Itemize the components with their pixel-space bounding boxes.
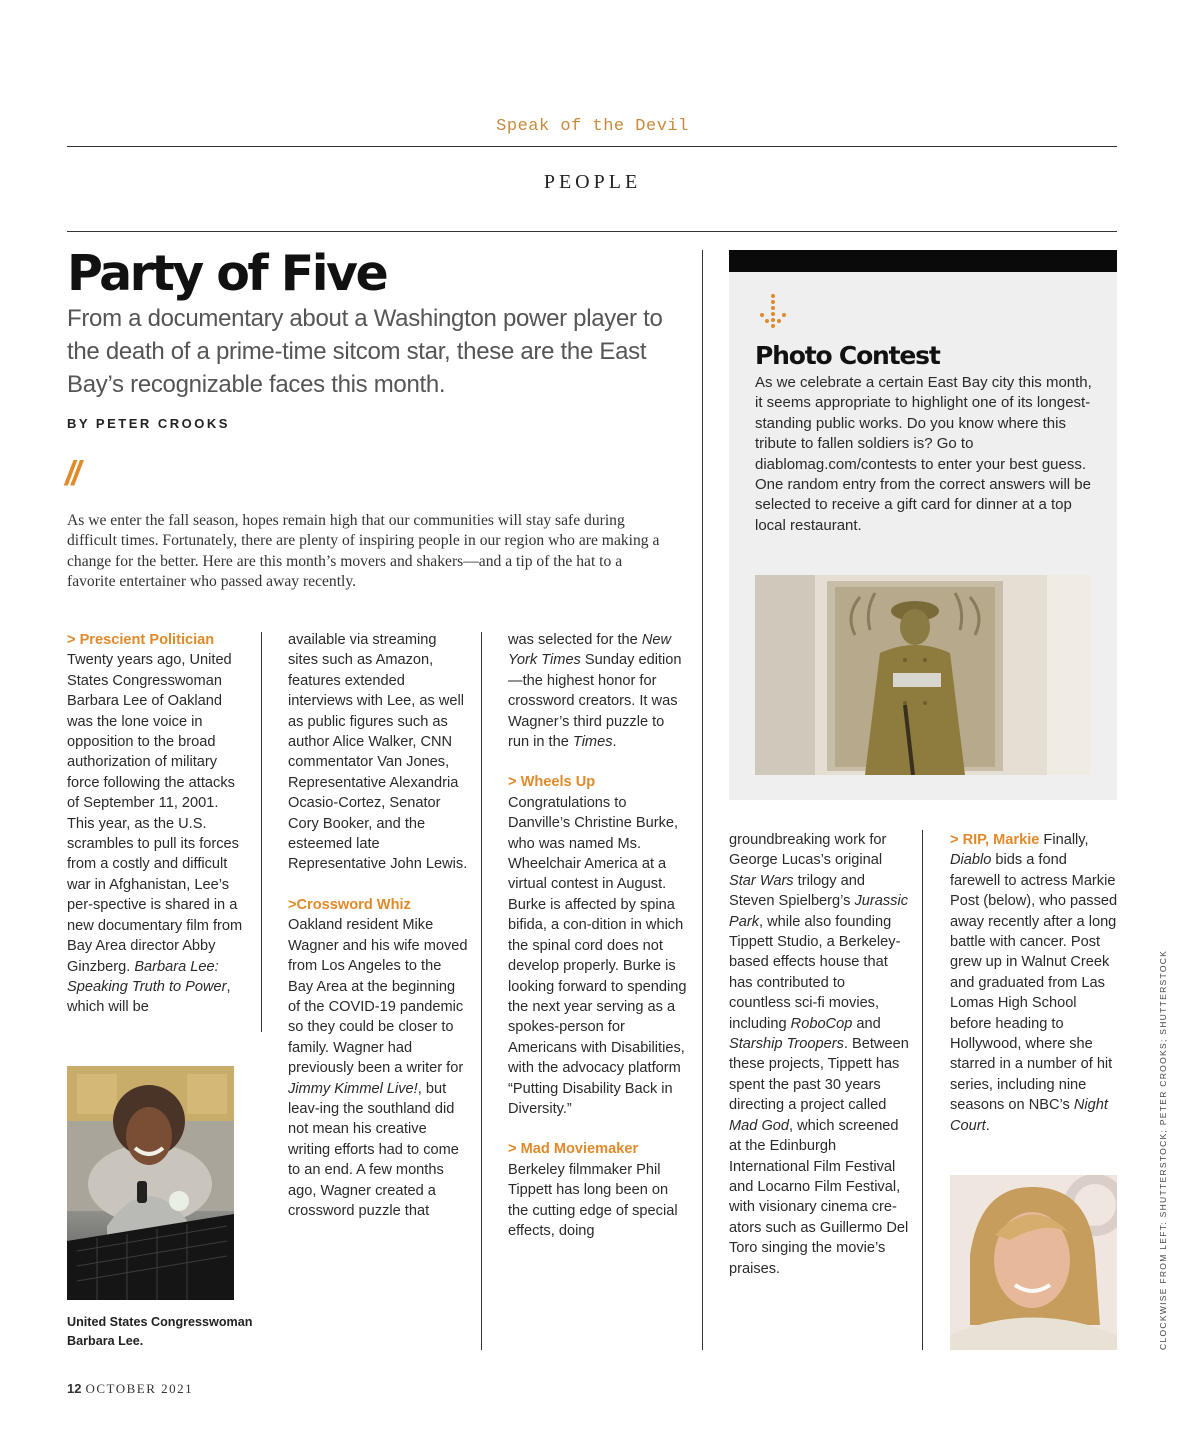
- photo-soldier-relief: [755, 575, 1091, 775]
- item-head: > Prescient Politician: [67, 632, 215, 648]
- barbara-lee-photo-icon: [67, 1066, 234, 1300]
- item-politician: > Prescient Politician Twenty years ago, United States Congresswoman Barbara Lee of Oakland was the lone voice in opposition to the broad authorization of military force following the attacks of September 11, 2001. This year, as the U.S. scrambles to pull its forces from a costly and difficult war in Afghanistan, Lee’s per-spective is shared in a new documentary film from Bay Area director Abby Ginzberg. Barbara Lee: Speaking Truth to Power, which will be: [67, 632, 243, 1016]
- column-4: groundbreaking work for George Lucas’s original Star Wars trilogy and Steven Spielberg’s Jurassic Park, while also founding Tippett Studio, a Berkeley-based effects house that has contributed to countless sci-fi movies, including RoboCop and Starship Troopers. Between these projects, Tippett has spent the past 30 years directing a project called Mad God, which screened at the Edinburgh International Film Festival and Locarno Film Festival, with visionary cinema cre-ators such as Guillermo Del Toro singing the movie’s praises.: [729, 832, 909, 1277]
- photo-markie-post: [950, 1175, 1117, 1350]
- header-rule-top: [67, 146, 1117, 147]
- folio: [67, 1381, 193, 1397]
- soldier-relief-photo-icon: [755, 575, 1091, 775]
- headline: Party of Five: [67, 245, 387, 302]
- item-head: > RIP, Markie: [950, 832, 1040, 848]
- header-rule-bottom: [67, 231, 1117, 232]
- contest-title: Photo Contest: [755, 341, 940, 370]
- photo-caption: United States Congresswoman Barbara Lee.: [67, 1315, 253, 1348]
- column-divider: [261, 632, 262, 1032]
- dotted-down-arrow-icon: [755, 293, 791, 333]
- byline: BY PETER CROOKS: [67, 416, 230, 431]
- item-wheels: > Wheels Up Congratulations to Danville’s Christine Burke, who was named Ms. Wheelchair America at a virtual contest in August. Burke is affected by spina bifida, a con-dition in which the spinal cord does not develop properly. Burke is looking forward to spending the next year serving as a spokes-person for Americans with Disabilities, with the advocacy platform “Putting Disability Back in Diversity.”: [508, 774, 687, 1117]
- column-3: was selected for the New York Times Sunday edition—the highest honor for crossword creators. It was Wagner’s third puzzle to run in the Times. > Wheels Up Congratulations to Danville’s Christine Burke, who was named Ms. Wheelchair America at a virtual contest in August. Burke is affected by spina bifida, a con-dition in which the spinal cord does not develop properly. Burke is looking forward to spending the next year serving as a spokes-person for Americans with Disabilities, with the advocacy platform “Putting Disability Back in Diversity.” > Mad Moviemaker Berkeley filmmaker Phil Tippett has long been on the cutting edge of special effects, doing: [508, 630, 688, 1241]
- column-divider: [702, 250, 703, 1350]
- dek: From a documentary about a Washington power player to the death of a prime-time sitcom star, these are the East Bay’s recognizable faces this month.: [67, 305, 663, 398]
- item-head: > Wheels Up: [508, 774, 596, 791]
- item-moviemaker: > Mad Moviemaker Berkeley filmmaker Phil Tippett has long been on the cutting edge of special effects, doing: [508, 1141, 678, 1239]
- ornament: //: [65, 455, 78, 493]
- item-markie: > RIP, Markie Finally, Diablo bids a fond farewell to actress Markie Post (below), who passed away recently after a long battle with cancer. Post grew up in Walnut Creek and graduated from Las Lomas High School before heading to Hollywood, where she starred in a number of hit series, including nine seasons on NBC’s Night Court.: [950, 832, 1118, 1134]
- column-2: available via streaming sites such as Amazon, features extended interviews with Lee, as well as public figures such as author Alice Walker, CNN commentator Van Jones, Representative Alexandria Ocasio-Cortez, Senator Cory Booker, and the esteemed late Representative John Lewis. >Crossword Whiz Oakland resident Mike Wagner and his wife moved from Los Angeles to the Bay Area at the beginning of the COVID-19 pandemic so they could be closer to family. Wagner had previously been a writer for Jimmy Kimmel Live!, but leav-ing the southland did not mean his creative writing efforts had to come to an end. A few months ago, Wagner created a crossword puzzle that: [288, 630, 468, 1221]
- item-crossword: >Crossword Whiz Oakland resident Mike Wagner and his wife moved from Los Angeles to the Bay Area at the beginning of the COVID-19 pandemic so they could be closer to family. Wagner had previously been a writer for Jimmy Kimmel Live!, but leav-ing the southland did not mean his creative writing efforts had to come to an end. A few months ago, Wagner created a crossword puzzle that: [288, 896, 468, 1219]
- page-number: 12: [67, 1381, 82, 1396]
- section-label: PEOPLE: [543, 171, 642, 193]
- column-divider: [481, 632, 482, 1350]
- kicker: Speak of the Devil: [496, 117, 689, 136]
- markie-post-photo-icon: [950, 1175, 1117, 1350]
- photo-barbara-lee: [67, 1066, 234, 1300]
- contest-body: As we celebrate a certain East Bay city this month, it seems appropriate to highlight one of its longest-standing public works. Do you know where this tribute to fallen soldiers is? Go to diablomag.com/contests to enter your best guess. One random entry from the correct answers will be selected to receive a gift card for dinner at a top local restaurant.: [755, 374, 1092, 534]
- issue-date: OCTOBER 2021: [85, 1381, 194, 1396]
- intro-paragraph: As we enter the fall season, hopes remain high that our communities will stay safe during difficult times. Fortunately, there are plenty of inspiring people in our region who are making a change for the better. Here are this month’s movers and shakers—and a tip of the hat to a favorite entertainer who passed away recently.: [67, 512, 660, 591]
- contest-header-bar: [729, 250, 1117, 272]
- column-1: [67, 630, 247, 1018]
- column-5: [950, 830, 1120, 1136]
- item-head: > Mad Moviemaker: [508, 1141, 639, 1158]
- column-divider: [922, 830, 923, 1350]
- item-head: >Crossword Whiz: [288, 896, 411, 913]
- photo-credit: CLOCKWISE FROM LEFT: SHUTTERSTOCK; PETER CROOKS; SHUTTERSTOCK: [1158, 949, 1168, 1350]
